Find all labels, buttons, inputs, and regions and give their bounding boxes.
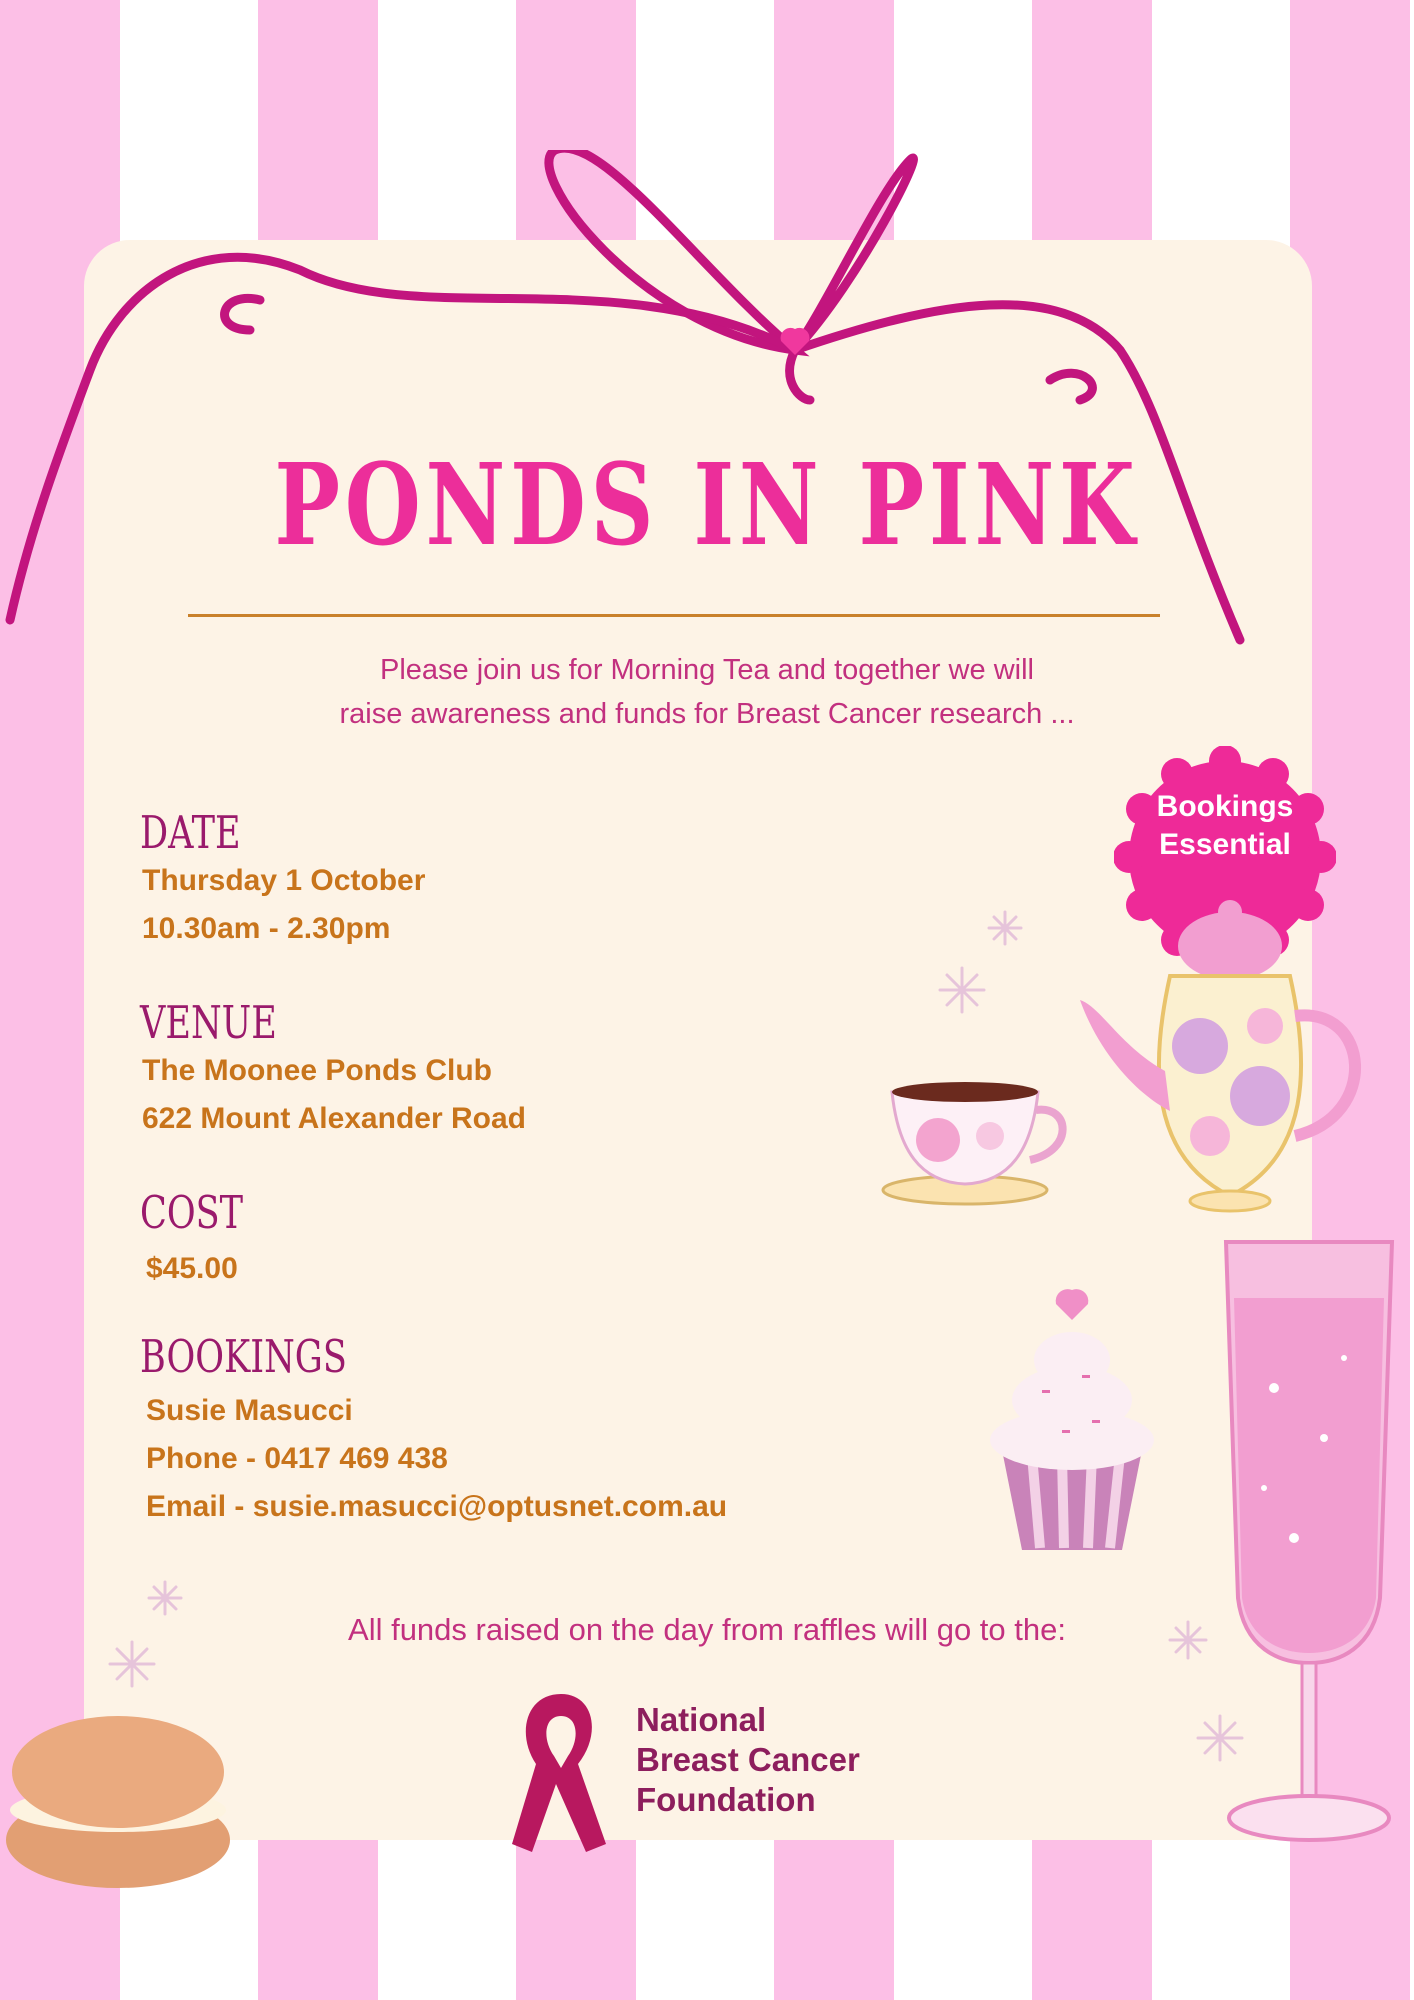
venue-address: 622 Mount Alexander Road xyxy=(142,1102,526,1135)
bookings-phone[interactable]: Phone - 0417 469 438 xyxy=(146,1442,448,1475)
bookings-label: BOOKINGS xyxy=(140,1330,347,1383)
bookings-email[interactable]: Email - susie.masucci@optusnet.com.au xyxy=(146,1490,728,1523)
funds-statement: All funds raised on the day from raffles will go to the: xyxy=(348,1612,1066,1647)
date-label: DATE xyxy=(140,806,241,859)
nbcf-line-2: Breast Cancer xyxy=(636,1741,860,1778)
bookings-name: Susie Masucci xyxy=(146,1394,353,1427)
venue-label: VENUE xyxy=(140,996,277,1049)
nbcf-line-3: Foundation xyxy=(636,1781,816,1818)
badge-line-1: Bookings xyxy=(1156,790,1294,823)
pink-ribbon-logo xyxy=(506,1684,616,1864)
intro-line-2: raise awareness and funds for Breast Cancer research ... xyxy=(339,698,1075,730)
cost-amount: $45.00 xyxy=(146,1252,238,1285)
venue-name: The Moonee Ponds Club xyxy=(142,1054,492,1087)
nbcf-name xyxy=(636,1700,860,1820)
date-day: Thursday 1 October xyxy=(142,864,426,897)
date-time: 10.30am - 2.30pm xyxy=(142,912,391,945)
nbcf-line-1: National xyxy=(636,1701,767,1738)
intro-line-1: Please join us for Morning Tea and together we will xyxy=(380,654,1034,686)
badge-line-2: Essential xyxy=(1159,828,1291,861)
page-title: PONDS IN PINK xyxy=(274,440,1140,571)
cost-label: COST xyxy=(140,1186,244,1239)
